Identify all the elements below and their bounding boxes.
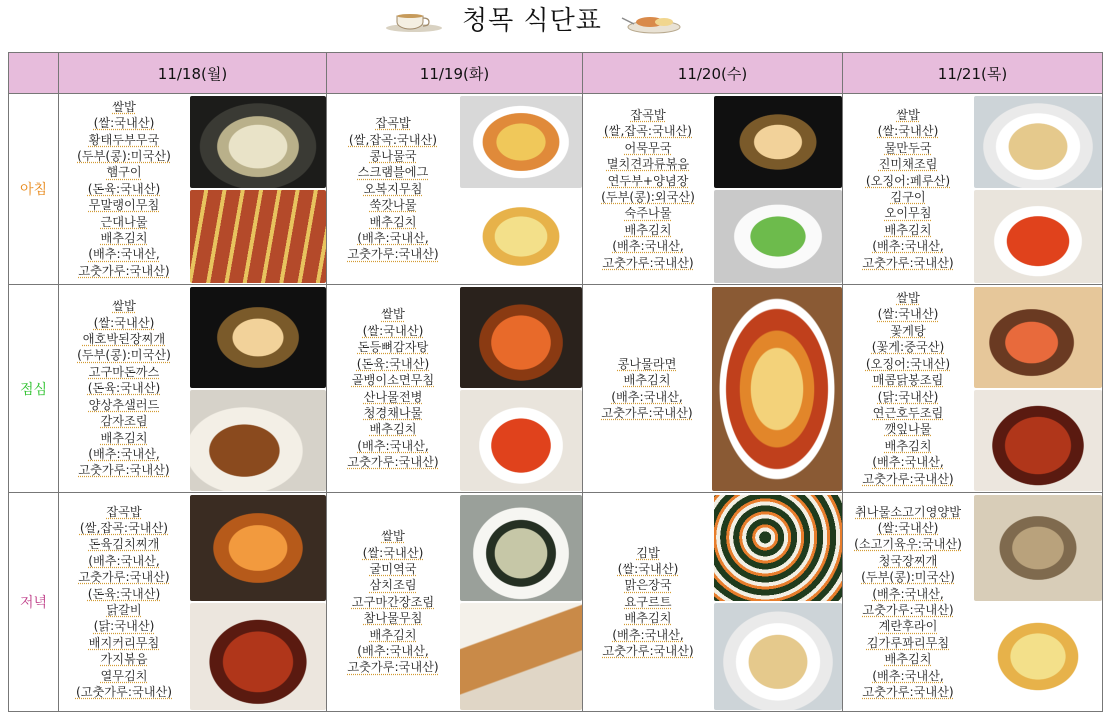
menu-item: (쌀:국내산) bbox=[617, 561, 679, 576]
menu-item: (배추:국내산, bbox=[612, 627, 684, 642]
menu-item: 연두부+양념장 bbox=[607, 173, 689, 188]
menu-item: 콩나물국 bbox=[369, 148, 417, 163]
menu-items bbox=[843, 95, 973, 284]
bread-plate-icon bbox=[620, 8, 682, 34]
menu-item: 고춧가루:국내산) bbox=[347, 455, 439, 470]
food-photos bbox=[713, 494, 842, 711]
food-photos bbox=[713, 95, 842, 284]
menu-item: (돈육:국내산) bbox=[356, 356, 430, 371]
menu-item: 배추김치 bbox=[369, 422, 417, 437]
menu-item: 산나물전병 bbox=[363, 389, 423, 404]
food-photos bbox=[973, 494, 1102, 711]
food-photo bbox=[190, 495, 326, 602]
food-photos bbox=[459, 95, 582, 284]
menu-item: (쌀:국내산) bbox=[362, 323, 424, 338]
food-photos bbox=[459, 494, 582, 711]
menu-item: 배지커리무침 bbox=[88, 635, 160, 650]
menu-item: 쌀밥 bbox=[896, 291, 920, 306]
menu-item: (소고기육우:국내산) bbox=[854, 537, 962, 552]
meal-label-lunch: 점심 bbox=[9, 285, 59, 493]
menu-item: (두부(콩):미국산) bbox=[77, 148, 171, 163]
menu-item: 김구이 bbox=[890, 190, 926, 204]
food-photo bbox=[714, 190, 842, 283]
menu-item: (쌀:국내산) bbox=[93, 116, 155, 131]
menu-cell-wed-dinner bbox=[583, 493, 843, 712]
meal-table bbox=[8, 52, 1103, 712]
food-photo bbox=[460, 495, 582, 602]
menu-item: 배추김치 bbox=[369, 214, 417, 229]
menu-cell-tue-lunch bbox=[327, 285, 583, 493]
food-photo bbox=[190, 190, 326, 283]
menu-cell-thu-breakfast bbox=[843, 94, 1103, 285]
food-photo bbox=[974, 190, 1102, 283]
menu-item: 고춧가루:국내산) bbox=[862, 685, 954, 700]
menu-item: 배추김치 bbox=[100, 430, 148, 445]
menu-cell-thu-dinner bbox=[843, 493, 1103, 712]
day-header-wed: 11/20(수) bbox=[583, 53, 843, 94]
menu-item: 골뱅이소면무침 bbox=[351, 373, 435, 388]
menu-item: (쌀:국내산) bbox=[877, 520, 939, 535]
food-photo bbox=[974, 390, 1102, 491]
menu-items bbox=[59, 286, 189, 492]
menu-items bbox=[59, 494, 189, 711]
menu-cell-thu-lunch bbox=[843, 285, 1103, 493]
food-photo bbox=[714, 96, 842, 189]
menu-item: 배추김치 bbox=[884, 438, 932, 453]
menu-item: (배추:국내산, bbox=[872, 586, 944, 601]
menu-item: 맑은장국 bbox=[624, 578, 672, 593]
menu-item: (배추:국내산, bbox=[357, 438, 429, 453]
menu-item: (닭:국내산) bbox=[93, 619, 155, 634]
menu-item: (쌀:국내산) bbox=[877, 307, 939, 322]
menu-item: 쌀밥 bbox=[896, 107, 920, 122]
menu-cell-mon-lunch bbox=[59, 285, 327, 493]
menu-cell-tue-dinner bbox=[327, 493, 583, 712]
menu-items bbox=[583, 494, 713, 711]
menu-item: 배추김치 bbox=[884, 652, 932, 667]
menu-item: 물만두국 bbox=[884, 140, 932, 155]
meal-row-lunch bbox=[9, 285, 1103, 493]
menu-item: 황태두부무국 bbox=[88, 132, 160, 147]
menu-item: 돈등뼈감자탕 bbox=[357, 340, 429, 355]
menu-item: (배추:국내산, bbox=[872, 455, 944, 470]
food-photo bbox=[190, 96, 326, 189]
menu-item: (돈육:국내산) bbox=[87, 381, 161, 396]
menu-item: (쌀,잡곡:국내산) bbox=[79, 520, 169, 535]
menu-item: 콩나물라면 bbox=[617, 356, 677, 371]
meal-row-dinner bbox=[9, 493, 1103, 712]
food-photo bbox=[190, 390, 326, 491]
menu-item: 고춧가루:국내산) bbox=[602, 255, 694, 270]
teacup-icon bbox=[383, 8, 445, 34]
menu-item: (오징어:국내산) bbox=[865, 356, 951, 371]
menu-item: 쑥갓나물 bbox=[369, 198, 417, 213]
menu-cell-mon-breakfast bbox=[59, 94, 327, 285]
food-photos bbox=[189, 494, 326, 711]
menu-item: 양상추샐러드 bbox=[88, 397, 160, 412]
food-photo bbox=[974, 603, 1102, 710]
menu-item: 계란후라이 bbox=[878, 619, 938, 634]
menu-cell-wed-lunch bbox=[583, 285, 843, 493]
meal-label-breakfast: 아침 bbox=[9, 94, 59, 285]
menu-item: 청경채나물 bbox=[363, 405, 423, 420]
meal-label-dinner: 저녁 bbox=[9, 493, 59, 712]
menu-item: 김가루꽈리무침 bbox=[866, 635, 950, 650]
page-title: 청목 식단표 bbox=[462, 6, 602, 36]
menu-item: 연근호두조림 bbox=[872, 405, 944, 420]
day-header-tue: 11/19(화) bbox=[327, 53, 583, 94]
menu-item: 배추김치 bbox=[100, 231, 148, 246]
menu-item: 잡곡밥 bbox=[106, 504, 142, 519]
menu-item: 배추김치 bbox=[624, 222, 672, 237]
food-photos bbox=[459, 286, 582, 492]
menu-item: 닭갈비 bbox=[106, 603, 142, 617]
food-photo bbox=[974, 96, 1102, 189]
menu-item: (돈육:국내산) bbox=[87, 586, 161, 601]
menu-item: 배추김치 bbox=[624, 611, 672, 626]
header-row bbox=[9, 53, 1103, 94]
menu-item: (두부(콩):외국산) bbox=[601, 190, 695, 204]
menu-item: 고춧가루:국내산) bbox=[78, 463, 170, 478]
food-photo bbox=[712, 287, 842, 491]
food-photo bbox=[974, 287, 1102, 388]
menu-item: 쌀밥 bbox=[381, 529, 405, 544]
menu-items bbox=[583, 95, 713, 284]
menu-item: 고춧가루:국내산) bbox=[601, 405, 693, 420]
menu-items bbox=[327, 494, 459, 711]
food-photo bbox=[460, 603, 582, 710]
menu-item: (쌀:국내산) bbox=[362, 545, 424, 560]
menu-item: (배추:국내산, bbox=[88, 446, 160, 461]
menu-item: 잡곡밥 bbox=[375, 116, 411, 131]
menu-item: (배추:국내산, bbox=[88, 553, 160, 568]
menu-item: 매콤닭봉조림 bbox=[872, 373, 944, 388]
menu-item: (배추:국내산, bbox=[611, 389, 683, 404]
menu-item: 배추김치 bbox=[884, 222, 932, 237]
food-photo bbox=[190, 603, 326, 710]
menu-item: (오징어:페루산) bbox=[865, 173, 951, 188]
menu-item: 참나물무침 bbox=[363, 611, 423, 626]
food-photos bbox=[711, 286, 842, 492]
menu-item: 쌀밥 bbox=[112, 99, 136, 114]
menu-item: 감자조림 bbox=[100, 414, 148, 429]
menu-item: 스크램블에그 bbox=[357, 165, 429, 180]
menu-item: 김밥 bbox=[636, 545, 660, 560]
menu-item: 잡곡밥 bbox=[630, 107, 666, 122]
food-photo bbox=[460, 96, 582, 189]
menu-item: 오이무침 bbox=[884, 206, 932, 221]
menu-item: (쌀,잡곡:국내산) bbox=[603, 124, 693, 139]
menu-item: (꽃게:중국산) bbox=[871, 340, 945, 355]
menu-item: (배추:국내산, bbox=[357, 231, 429, 246]
menu-item: 고구마간장조림 bbox=[351, 594, 435, 609]
food-photos bbox=[189, 286, 326, 492]
menu-cell-tue-breakfast bbox=[327, 94, 583, 285]
menu-item: (배추:국내산, bbox=[872, 239, 944, 254]
menu-item: 멸치견과류볶음 bbox=[606, 157, 690, 172]
corner-cell bbox=[9, 53, 59, 94]
food-photo bbox=[714, 603, 842, 710]
food-photo bbox=[460, 190, 582, 283]
menu-item: 취나물소고기영양밥 bbox=[855, 504, 961, 519]
menu-item: 고춧가루:국내산) bbox=[78, 263, 170, 278]
food-photo bbox=[974, 495, 1102, 602]
menu-item: 애호박된장찌개 bbox=[82, 332, 166, 347]
menu-cell-mon-dinner bbox=[59, 493, 327, 712]
menu-item: 굴미역국 bbox=[369, 561, 417, 576]
menu-item: (배추:국내산, bbox=[88, 247, 160, 262]
menu-items bbox=[583, 286, 711, 492]
menu-item: (돈육:국내산) bbox=[87, 181, 161, 196]
food-photos bbox=[189, 95, 326, 284]
menu-item: 진미채조림 bbox=[878, 157, 938, 172]
meal-row-breakfast bbox=[9, 94, 1103, 285]
menu-item: 무말랭이무침 bbox=[88, 198, 160, 213]
menu-item: 고춧가루:국내산) bbox=[862, 255, 954, 270]
menu-item: 근대나물 bbox=[100, 214, 148, 229]
menu-cell-wed-breakfast bbox=[583, 94, 843, 285]
menu-item: 가지볶음 bbox=[100, 652, 148, 667]
menu-items bbox=[327, 286, 459, 492]
menu-item: (배추:국내산, bbox=[612, 239, 684, 254]
menu-item: (두부(콩):미국산) bbox=[861, 570, 955, 585]
menu-item: 꽃게탕 bbox=[890, 323, 926, 338]
day-header-mon: 11/18(월) bbox=[59, 53, 327, 94]
menu-item: 햄구이 bbox=[106, 165, 142, 180]
menu-item: 요구르트 bbox=[624, 594, 672, 609]
menu-items bbox=[59, 95, 189, 284]
menu-item: (닭:국내산) bbox=[877, 389, 939, 404]
menu-item: (배추:국내산, bbox=[872, 668, 944, 683]
menu-item: 쌀밥 bbox=[112, 299, 136, 314]
menu-item: 열무김치 bbox=[100, 668, 148, 683]
menu-item: 청국장찌개 bbox=[878, 553, 938, 568]
menu-item: 배추김치 bbox=[623, 373, 671, 388]
menu-item: 고춧가루:국내산) bbox=[347, 247, 439, 262]
menu-item: 고춧가루:국내산) bbox=[602, 644, 694, 659]
day-header-thu: 11/21(목) bbox=[843, 53, 1103, 94]
menu-item: (고춧가루:국내산) bbox=[75, 685, 173, 700]
menu-item: (배추:국내산, bbox=[357, 644, 429, 659]
menu-item: 고춧가루:국내산) bbox=[78, 570, 170, 585]
menu-items bbox=[327, 95, 459, 284]
menu-item: (쌀:국내산) bbox=[877, 124, 939, 139]
menu-item: 오복지무침 bbox=[363, 181, 423, 196]
food-photo bbox=[190, 287, 326, 388]
title-bar bbox=[0, 0, 1108, 46]
menu-item: 돈육김치찌개 bbox=[88, 537, 160, 552]
food-photo bbox=[460, 390, 582, 491]
menu-item: (쌀,잡곡:국내산) bbox=[348, 132, 438, 147]
menu-items bbox=[843, 286, 973, 492]
menu-item: (두부(콩):미국산) bbox=[77, 348, 171, 363]
menu-item: 고구마돈까스 bbox=[88, 364, 160, 379]
menu-item: 삼치조림 bbox=[369, 578, 417, 593]
menu-item: 고춧가루:국내산) bbox=[347, 660, 439, 675]
menu-item: 쌀밥 bbox=[381, 307, 405, 322]
menu-item: 숙주나물 bbox=[624, 206, 672, 221]
food-photos bbox=[973, 95, 1102, 284]
food-photo bbox=[460, 287, 582, 388]
menu-item: 배추김치 bbox=[369, 627, 417, 642]
menu-item: 깻잎나물 bbox=[884, 422, 932, 437]
menu-item: 고춧가루:국내산) bbox=[862, 603, 954, 617]
menu-item: 고춧가루:국내산) bbox=[862, 471, 954, 486]
food-photo bbox=[714, 495, 842, 602]
menu-items bbox=[843, 494, 973, 711]
food-photos bbox=[973, 286, 1102, 492]
menu-item: (쌀:국내산) bbox=[93, 315, 155, 330]
menu-item: 어묵무국 bbox=[624, 140, 672, 155]
